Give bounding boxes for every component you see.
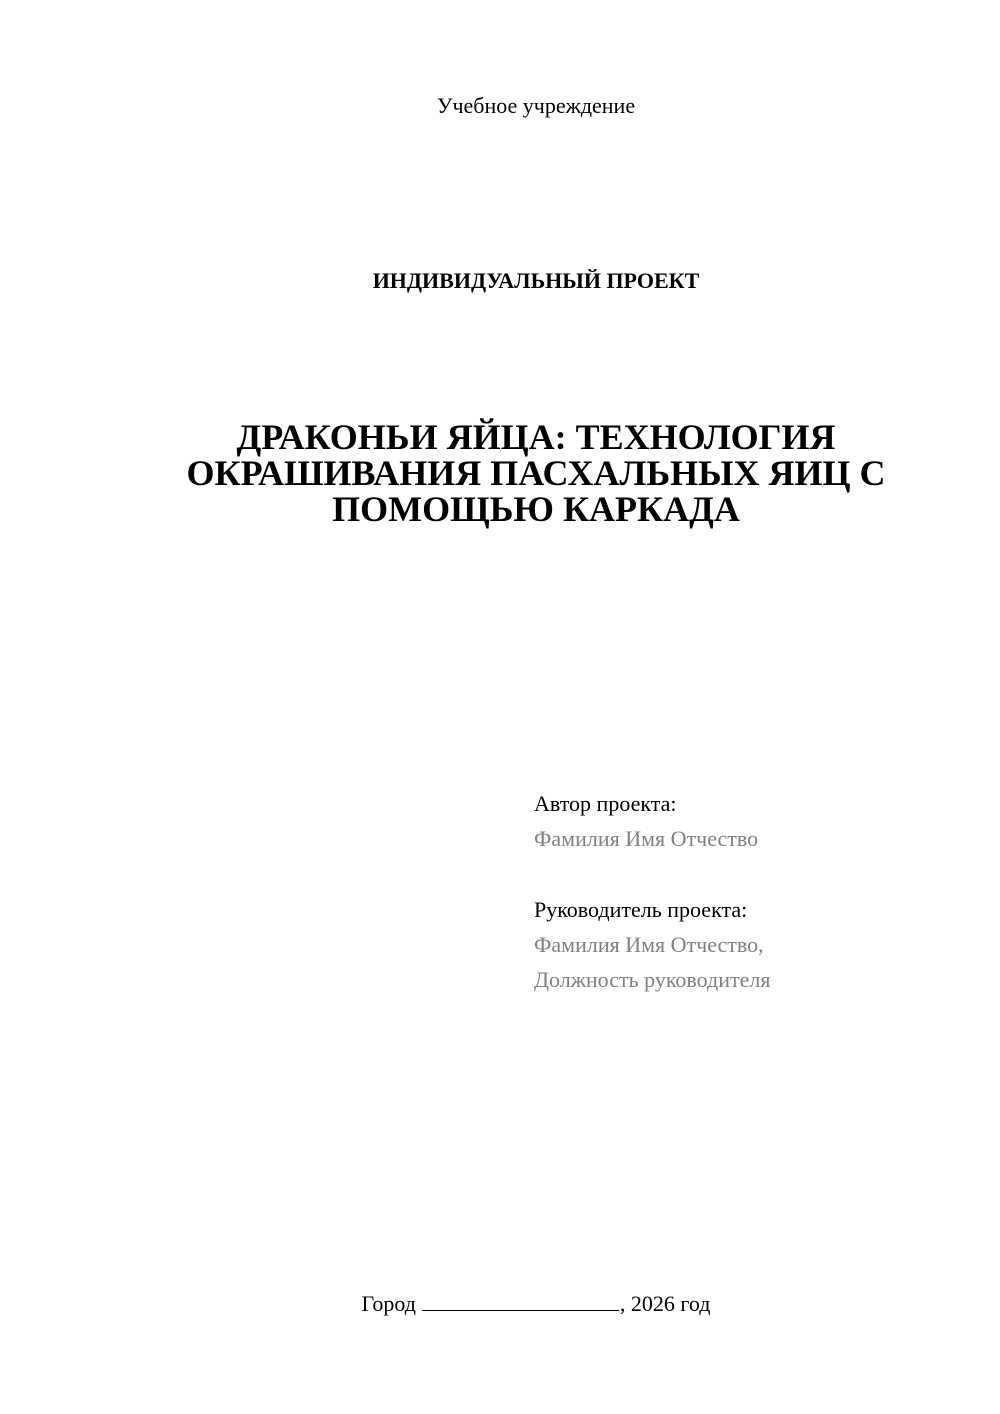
institution-name: Учебное учреждение <box>436 93 636 118</box>
author-name: Фамилия Имя Отчество <box>534 826 759 851</box>
project-title-line: ДРАКОНЬИ ЯЙЦА: ТЕХНОЛОГИЯ <box>236 417 836 457</box>
project-title-line: ПОМОЩЬЮ КАРКАДА <box>332 489 740 529</box>
city-blank-line <box>422 1290 619 1311</box>
supervisor-block <box>534 892 974 997</box>
author-label: Автор проекта: <box>534 791 677 816</box>
author-block <box>534 786 974 856</box>
supervisor-name: Фамилия Имя Отчество, <box>534 932 764 957</box>
supervisor-position: Должность руководителя <box>534 967 771 992</box>
footer-city-year <box>0 1290 1000 1318</box>
project-title-line: ОКРАШИВАНИЯ ПАСХАЛЬНЫХ ЯИЦ С <box>186 453 886 493</box>
supervisor-label: Руководитель проекта: <box>534 897 748 922</box>
project-title <box>150 419 922 527</box>
year-text: , 2026 год <box>619 1291 711 1316</box>
city-label: Город <box>361 1291 416 1316</box>
project-type-heading: ИНДИВИДУАЛЬНЫЙ ПРОЕКТ <box>372 268 700 293</box>
